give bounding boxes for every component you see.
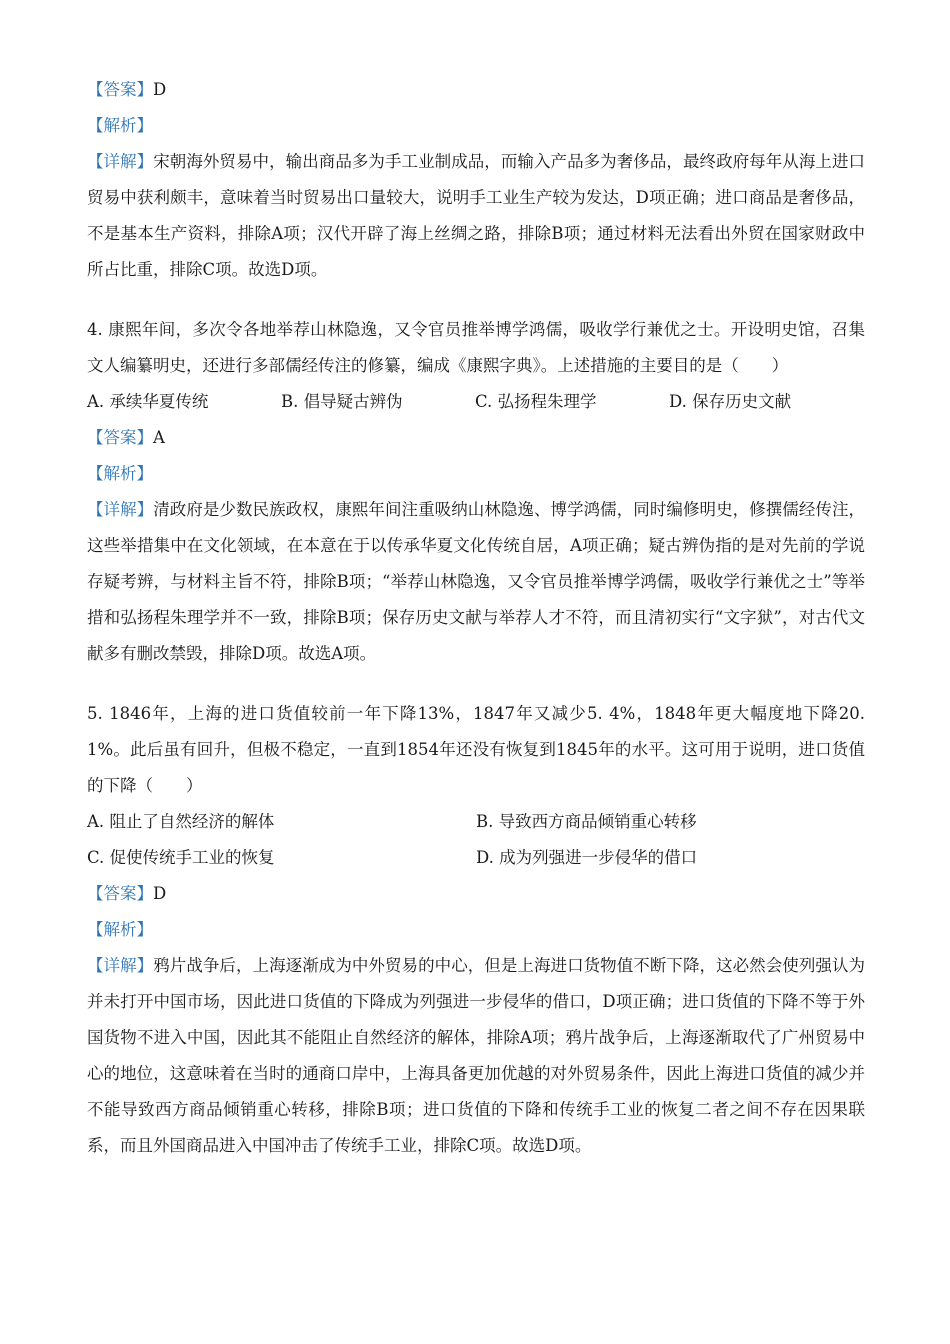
q5-answer: D: [153, 884, 167, 903]
answer-tag: 【答案】: [87, 428, 153, 447]
q4-analysis-line: [87, 456, 865, 492]
q3-analysis-line: [87, 108, 865, 144]
analysis-tag: 【解析】: [87, 464, 153, 483]
q3-answer-line: [87, 72, 865, 108]
q4-option-a: A. 承续华夏传统: [87, 392, 209, 411]
detail-tag: 【详解】: [87, 500, 154, 519]
q5-options-row-1: [87, 804, 865, 840]
q5-detail: [87, 948, 865, 1164]
answer-tag: 【答案】: [87, 884, 153, 903]
q4-detail: [87, 492, 865, 672]
q5-option-b: B. 导致西方商品倾销重心转移: [476, 812, 697, 831]
q4-option-d: D. 保存历史文献: [669, 392, 792, 411]
q4-stem: 4. 康熙年间，多次令各地举荐山林隐逸，又令官员推举博学鸿儒，吸收学行兼优之士。开设明史馆，召集文人编纂明史，还进行多部儒经传注的修纂，编成《康熙字典》。上述措施的主要目的是（ ）: [87, 320, 865, 375]
detail-tag: 【详解】: [87, 956, 154, 975]
q3-answer: D: [153, 80, 167, 99]
q5-detail-text: 鸦片战争后，上海逐渐成为中外贸易的中心，但是上海进口货物值不断下降，这必然会使列强认为并未打开中国市场，因此进口货值的下降成为列强进一步侵华的借口，D项正确；进口货值的下降不等于外国货物不进入中国，因此其不能阻止自然经济的解体，排除A项；鸦片战争后，上海逐渐取代了广州贸易中心的地位，这意味着在当时的通商口岸中，上海具备更加优越的对外贸易条件，因此上海进口货值的减少并不能导致西方商品倾销重心转移，排除B项；进口货值的下降和传统手工业的恢复二者之间不存在因果联系，而且外国商品进入中国冲击了传统手工业，排除C项。故选D项。: [87, 956, 866, 1155]
analysis-tag: 【解析】: [87, 920, 153, 939]
q4-detail-text: 清政府是少数民族政权，康熙年间注重吸纳山林隐逸、博学鸿儒，同时编修明史，修撰儒经传注，这些举措集中在文化领域，在本意在于以传承华夏文化传统自居，A项正确；疑古辨伪指的是对先前的学说存疑考辨，与材料主旨不符，排除B项；“举荐山林隐逸，又令官员推举博学鸿儒，吸收学行兼优之士”等举措和弘扬程朱理学并不一致，排除B项；保存历史文献与举荐人才不符，而且清初实行“文字狱”，对古代文献多有删改禁毁，排除D项。故选A项。: [87, 500, 866, 663]
answer-tag: 【答案】: [87, 80, 153, 99]
q4-option-b: B. 倡导疑古辨伪: [281, 392, 403, 411]
q4-answer: A: [153, 428, 165, 447]
q3-detail: [87, 144, 865, 288]
q5-stem: 5. 1846年，上海的进口货值较前一年下降13%，1847年又减少5. 4%，1848年更大幅度地下降20. 1%。此后虽有回升，但极不稳定，一直到1854年还没有恢复到1845年的水平。这可用于说明，进口货值的下降（ ）: [87, 704, 865, 795]
analysis-tag: 【解析】: [87, 116, 153, 135]
detail-tag: 【详解】: [87, 152, 154, 171]
q4-answer-line: [87, 420, 865, 456]
q4-options: [87, 384, 865, 420]
q5-analysis-line: [87, 912, 865, 948]
q4-option-c: C. 弘扬程朱理学: [475, 392, 597, 411]
q5-option-c: C. 促使传统手工业的恢复: [87, 848, 275, 867]
q5-option-a: A. 阻止了自然经济的解体: [87, 812, 275, 831]
q5-option-d: D. 成为列强进一步侵华的借口: [476, 848, 698, 867]
q3-detail-text: 宋朝海外贸易中，输出商品多为手工业制成品，而输入产品多为奢侈品，最终政府每年从海上进口贸易中获利颇丰，意味着当时贸易出口量较大，说明手工业生产较为发达，D项正确；进口商品是奢侈品，不是基本生产资料，排除A项；汉代开辟了海上丝绸之路，排除B项；通过材料无法看出外贸在国家财政中所占比重，排除C项。故选D项。: [87, 152, 866, 279]
q5-answer-line: [87, 876, 865, 912]
document-page: [87, 72, 865, 1164]
q5-options-row-2: [87, 840, 865, 876]
